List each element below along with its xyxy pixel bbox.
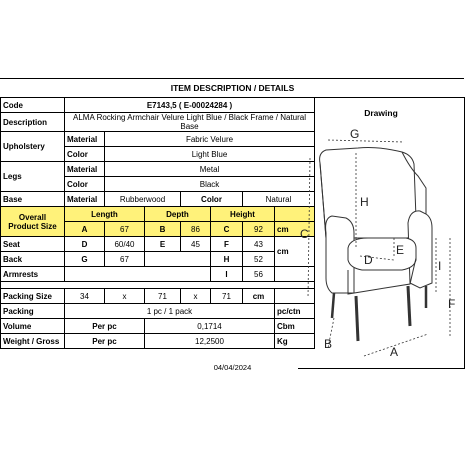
dim-a-letter: A — [65, 222, 105, 237]
code-row — [1, 98, 315, 113]
upholstery-label: Upholstery — [1, 132, 65, 162]
packing-height: 71 — [211, 289, 243, 304]
armrests-row — [1, 267, 315, 282]
drawing-panel — [298, 97, 465, 369]
size-header-row — [1, 207, 315, 222]
weight-row — [1, 334, 315, 349]
label-g: G — [350, 127, 360, 141]
legs-material-row — [1, 162, 315, 177]
armrests-blank — [65, 267, 211, 282]
volume-per-pc: Per pc — [65, 319, 145, 334]
overall-size-label: Overall Product Size — [1, 207, 65, 237]
spacer — [1, 282, 315, 289]
dim-e-letter: E — [145, 237, 181, 252]
packing-size-unit: cm — [243, 289, 275, 304]
dim-f-value: 43 — [243, 237, 275, 252]
height-header: Height — [211, 207, 275, 222]
code-label: Code — [1, 98, 65, 113]
legs-material-label: Material — [65, 162, 105, 177]
armchair-outline — [320, 148, 432, 342]
legs-color-label: Color — [65, 177, 105, 192]
size-unit: cm — [275, 222, 315, 237]
packing-x1: x — [105, 289, 145, 304]
dim-g-value: 67 — [105, 252, 145, 267]
sheet-title: ITEM DESCRIPTION / DETAILS — [170, 83, 295, 93]
base-label: Base — [1, 192, 65, 207]
packing-width: 71 — [145, 289, 181, 304]
spec-sheet — [0, 78, 465, 378]
spec-table — [0, 97, 315, 349]
sheet-top-border — [0, 78, 464, 79]
label-f: F — [448, 297, 456, 311]
packing-unit: pc/ctn — [275, 304, 315, 319]
upholstery-color-label: Color — [65, 147, 105, 162]
dim-c-letter: C — [211, 222, 243, 237]
length-header: Length — [65, 207, 145, 222]
weight-label: Weight / Gross — [1, 334, 65, 349]
dim-i-value: 56 — [243, 267, 275, 282]
upholstery-color-value: Light Blue — [105, 147, 315, 162]
label-h: H — [360, 195, 369, 209]
weight-value: 12,2500 — [145, 334, 275, 349]
weight-per-pc: Per pc — [65, 334, 145, 349]
drawing-title: Drawing — [364, 108, 398, 118]
description-value: ALMA Rocking Armchair Velure Light Blue / Black Frame / Natural Base — [65, 113, 315, 132]
depth-header: Depth — [145, 207, 211, 222]
spacer-row — [1, 282, 315, 289]
back-blank — [145, 252, 211, 267]
dim-a-value: 67 — [105, 222, 145, 237]
dim-h-value: 52 — [243, 252, 275, 267]
weight-unit: Kg — [275, 334, 315, 349]
label-e: E — [396, 243, 405, 257]
dim-h-letter: H — [211, 252, 243, 267]
dim-d-value: 60/40 — [105, 237, 145, 252]
dim-e-value: 45 — [181, 237, 211, 252]
armrests-label: Armrests — [1, 267, 65, 282]
dim-i-letter: I — [211, 267, 243, 282]
upholstery-material-value: Fabric Velure — [105, 132, 315, 147]
dim-f-letter: F — [211, 237, 243, 252]
label-d: D — [364, 253, 373, 267]
base-color-label: Color — [181, 192, 243, 207]
seat-row — [1, 237, 315, 252]
description-row — [1, 113, 315, 132]
legs-material-value: Metal — [105, 162, 315, 177]
legs-color-value: Black — [105, 177, 315, 192]
volume-row — [1, 319, 315, 334]
upholstery-material-label: Material — [65, 132, 105, 147]
dim-b-letter: B — [145, 222, 181, 237]
volume-value: 0,1714 — [145, 319, 275, 334]
packing-row — [1, 304, 315, 319]
volume-unit: Cbm — [275, 319, 315, 334]
base-row — [1, 192, 315, 207]
seat-label: Seat — [1, 237, 65, 252]
dim-c-value: 92 — [243, 222, 275, 237]
label-c: C — [300, 227, 309, 241]
packing-x2: x — [181, 289, 211, 304]
document-date: 04/04/2024 — [213, 363, 252, 372]
packing-label: Packing — [1, 304, 65, 319]
back-label: Back — [1, 252, 65, 267]
packing-value: 1 pc / 1 pack — [65, 304, 275, 319]
dim-g-letter: G — [65, 252, 105, 267]
label-b: B — [324, 337, 333, 351]
volume-label: Volume — [1, 319, 65, 334]
base-material-value: Rubberwood — [105, 192, 181, 207]
packing-size-label: Packing Size — [1, 289, 65, 304]
legs-label: Legs — [1, 162, 65, 192]
base-color-value: Natural — [243, 192, 315, 207]
upholstery-material-row — [1, 132, 315, 147]
packing-length: 34 — [65, 289, 105, 304]
description-label: Description — [1, 113, 65, 132]
armchair-drawing — [298, 98, 464, 368]
dim-d-letter: D — [65, 237, 105, 252]
label-i: I — [438, 259, 442, 273]
base-material-label: Material — [65, 192, 105, 207]
label-a: A — [390, 345, 399, 359]
seat-back-unit: cm — [275, 237, 315, 267]
code-value: E7143,5 ( E-00024284 ) — [65, 98, 315, 113]
dim-b-value: 86 — [181, 222, 211, 237]
packing-size-row — [1, 289, 315, 304]
back-row — [1, 252, 315, 267]
